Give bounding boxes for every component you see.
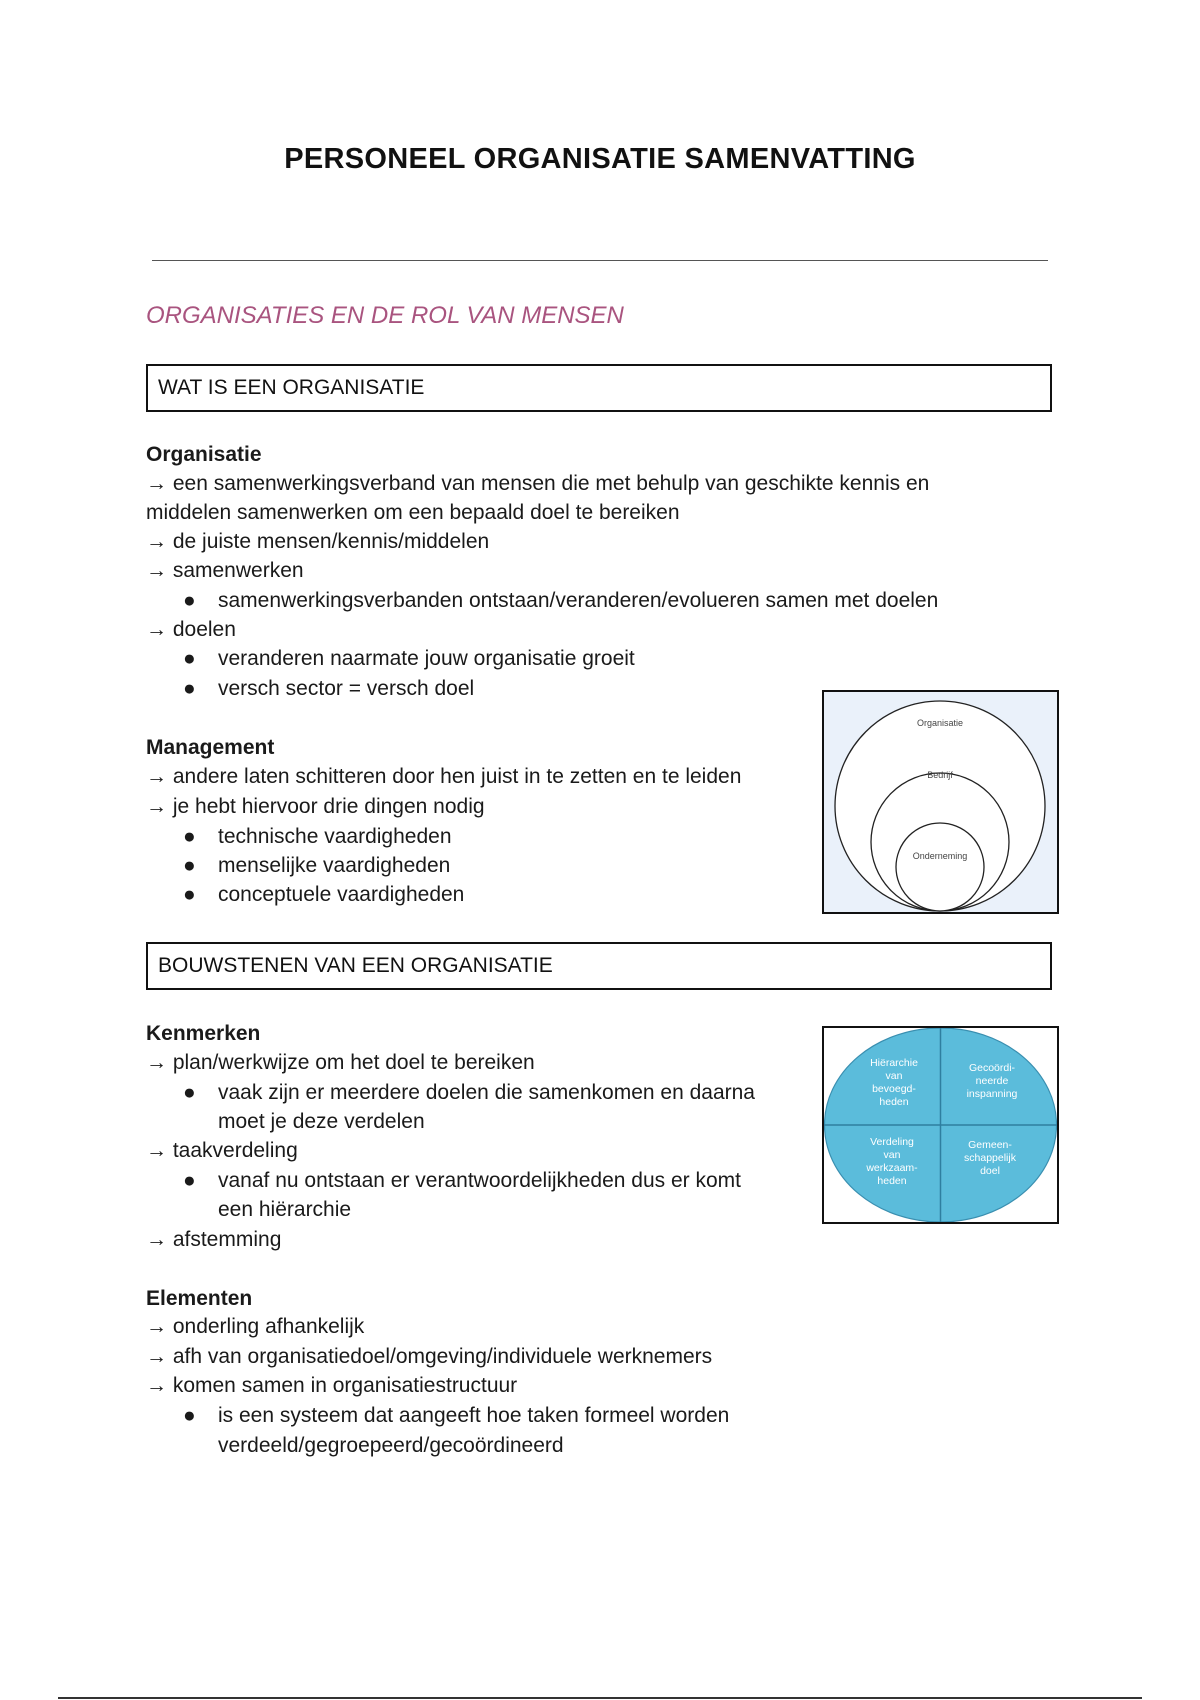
bullet-dot: ● bbox=[183, 883, 196, 906]
doelen-line: → doelen bbox=[146, 618, 236, 641]
bullet-dot: ● bbox=[183, 854, 196, 877]
page-title: PERSONEEL ORGANISATIE SAMENVATTING bbox=[284, 143, 916, 175]
elementen-bullet-cont: verdeeld/gegroepeerd/gecoördineerd bbox=[218, 1434, 564, 1457]
quadrant-tl-text: van bbox=[885, 1070, 903, 1082]
quadrant-br-text: Gemeen- bbox=[968, 1139, 1012, 1151]
quadrant-tr-text: Gecoördi- bbox=[968, 1062, 1016, 1074]
samenwerken-bullet: samenwerkingsverbanden ontstaan/veranderen/evolueren samen met doelen bbox=[218, 589, 939, 612]
bullet-dot: ● bbox=[183, 825, 196, 848]
elementen-line: → komen samen in organisatiestructuur bbox=[146, 1374, 518, 1397]
elementen-bullet: is een systeem dat aangeeft hoe taken formeel worden bbox=[218, 1404, 730, 1427]
quadrant-bl-text: heden bbox=[877, 1175, 907, 1187]
management-line: → je hebt hiervoor drie dingen nodig bbox=[146, 795, 485, 818]
organisatie-line: → de juiste mensen/kennis/middelen bbox=[146, 530, 490, 553]
management-line: → andere laten schitteren door hen juist in te zetten en te leiden bbox=[146, 765, 742, 788]
elementen-line: → onderling afhankelijk bbox=[146, 1315, 365, 1338]
doelen-bullet: versch sector = versch doel bbox=[218, 677, 475, 700]
circle-label-outer: Organisatie bbox=[916, 718, 964, 728]
section-heading: ORGANISATIES EN DE ROL VAN MENSEN bbox=[146, 302, 624, 329]
bullet-dot: ● bbox=[183, 647, 196, 670]
quadrant-tl-text: bevoegd- bbox=[872, 1083, 916, 1095]
title-divider bbox=[152, 260, 1048, 261]
box-wat-is-een-organisatie: WAT IS EEN ORGANISATIE bbox=[146, 364, 1052, 412]
quadrant-tl-text: Hiërarchie bbox=[870, 1057, 918, 1069]
quadrant-br-text: schappelijk bbox=[964, 1152, 1016, 1164]
bullet-dot: ● bbox=[183, 1081, 196, 1104]
management-heading: Management bbox=[146, 736, 275, 759]
doelen-bullet: veranderen naarmate jouw organisatie groeit bbox=[218, 647, 635, 670]
kenmerken-bullet: vanaf nu ontstaan er verantwoordelijkheden dus er komt bbox=[218, 1169, 741, 1192]
management-bullet: technische vaardigheden bbox=[218, 825, 452, 848]
kenmerken-bullet-cont: een hiërarchie bbox=[218, 1198, 352, 1221]
organisatie-line: middelen samenwerken om een bepaald doel te bereiken bbox=[146, 501, 680, 524]
quadrant-tr-text: neerde bbox=[975, 1075, 1009, 1087]
bullet-dot: ● bbox=[183, 677, 196, 700]
box-bouwstenen: BOUWSTENEN VAN EEN ORGANISATIE bbox=[146, 942, 1052, 990]
organisatie-heading: Organisatie bbox=[146, 443, 262, 466]
elementen-heading: Elementen bbox=[146, 1287, 253, 1310]
bullet-dot: ● bbox=[183, 1404, 196, 1427]
kenmerken-heading: Kenmerken bbox=[146, 1022, 261, 1045]
bullet-dot: ● bbox=[183, 1169, 196, 1192]
organisatie-line: → een samenwerkingsverband van mensen die met behulp van geschikte kennis en bbox=[146, 472, 930, 495]
quadrant-br-text: doel bbox=[980, 1165, 1000, 1177]
quadrant-bl-text: werkzaam- bbox=[866, 1162, 918, 1174]
organisatie-line: → samenwerken bbox=[146, 559, 304, 582]
quadrant-tr-text: inspanning bbox=[966, 1088, 1018, 1100]
kenmerken-bullet: vaak zijn er meerdere doelen die samenkomen en daarna bbox=[218, 1081, 755, 1104]
quadrant-tl-text: heden bbox=[879, 1096, 909, 1108]
quadrant-figure bbox=[822, 1026, 1059, 1224]
circle-label-middle: Bedrijf bbox=[927, 770, 953, 780]
nested-circles-figure bbox=[822, 690, 1059, 914]
management-bullet: conceptuele vaardigheden bbox=[218, 883, 465, 906]
circle-label-inner: Onderneming bbox=[912, 851, 968, 861]
kenmerken-line: → taakverdeling bbox=[146, 1139, 298, 1162]
management-bullet: menselijke vaardigheden bbox=[218, 854, 451, 877]
bullet-dot: ● bbox=[183, 589, 196, 612]
kenmerken-line: → plan/werkwijze om het doel te bereiken bbox=[146, 1051, 535, 1074]
kenmerken-bullet-cont: moet je deze verdelen bbox=[218, 1110, 425, 1133]
page-bottom-divider bbox=[58, 1697, 1142, 1699]
quadrant-bl-text: van bbox=[883, 1149, 901, 1161]
quadrant-bl-text: Verdeling bbox=[870, 1136, 914, 1148]
elementen-line: → afh van organisatiedoel/omgeving/individuele werknemers bbox=[146, 1345, 713, 1368]
kenmerken-line: → afstemming bbox=[146, 1228, 282, 1251]
